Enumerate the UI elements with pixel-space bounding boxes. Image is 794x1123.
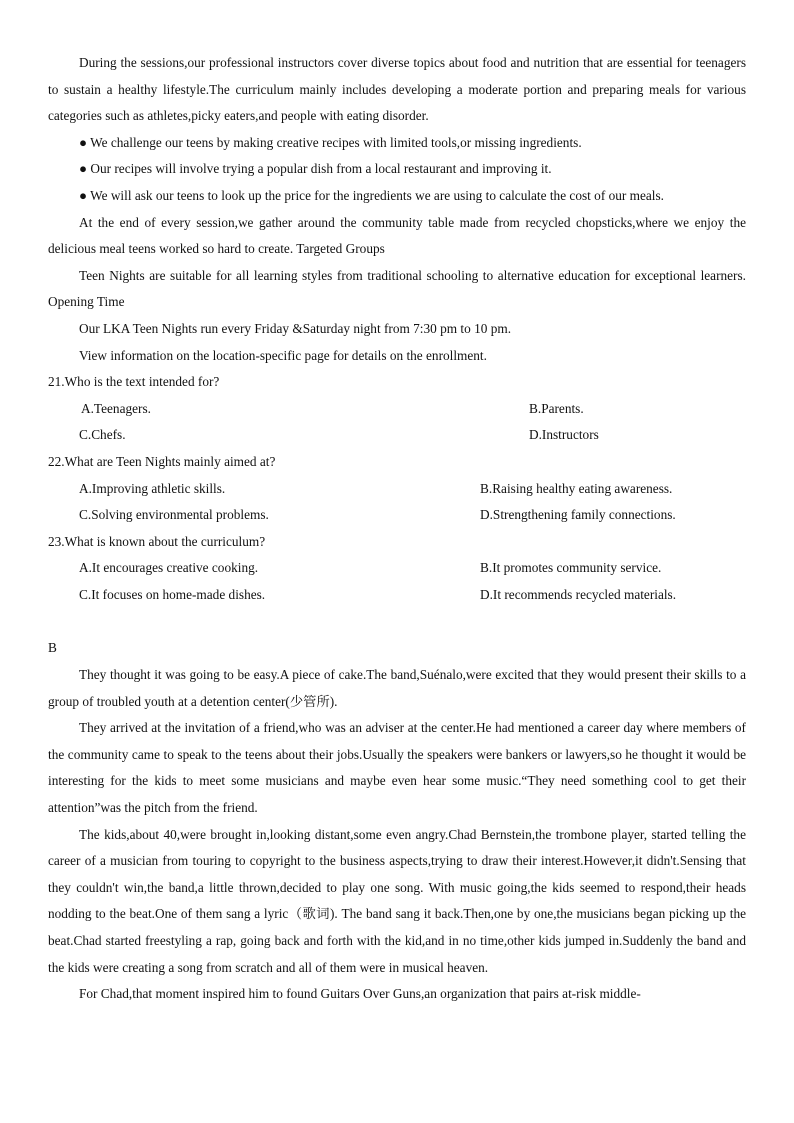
option-a: A.Teenagers.: [81, 400, 151, 416]
question-stem: 23.What is known about the curriculum?: [48, 533, 266, 549]
paragraph: Teen Nights are suitable for all learning styles from traditional schooling to alternative education for exceptional learners. Opening Time: [48, 267, 746, 310]
question-22: [48, 449, 746, 529]
option-row: [48, 422, 746, 449]
paragraph: They thought it was going to be easy.A piece of cake.The band,Suénalo,were excited that they would present their skills to a group of troubled youth at a detention center(少管所).: [48, 667, 746, 709]
question-stem: 22.What are Teen Nights mainly aimed at?: [48, 453, 276, 469]
option-b: B.Parents.: [529, 400, 584, 416]
option-a: A.It encourages creative cooking.: [79, 560, 259, 576]
paragraph: For Chad,that moment inspired him to found Guitars Over Guns,an organization that pairs at-risk middle-: [79, 986, 641, 1002]
option-d: D.It recommends recycled materials.: [480, 586, 677, 602]
bullet-item: ● We challenge our teens by making creative recipes with limited tools,or missing ingredients.: [79, 134, 582, 150]
document-page: [48, 50, 746, 1008]
option-row: [48, 396, 746, 423]
paragraph: During the sessions,our professional instructors cover diverse topics about food and nutrition that are essential for teenagers to sustain a healthy lifestyle.The curriculum mainly includes developing a moderate portion and preparing meals for various categories such as athletes,picky eaters,and people with eating disorder.: [48, 55, 746, 124]
paragraph: View information on the location-specific page for details on the enrollment.: [79, 347, 487, 363]
option-row: [48, 476, 746, 503]
paragraph: They arrived at the invitation of a friend,who was an adviser at the center.He had mentioned a career day where members of the community came to speak to the teens about their jobs.Usually the speakers were bankers or lawyers,so he thought it would be interesting for the kids to meet some musicians and maybe even hear some music.“They need something cool to get their attention”was the pitch from the friend.: [48, 720, 746, 816]
option-c: C.It focuses on home-made dishes.: [79, 586, 266, 602]
option-d: D.Instructors: [529, 427, 599, 443]
question-21: [48, 369, 746, 449]
bullet-item: ● We will ask our teens to look up the price for the ingredients we are using to calculate the cost of our meals.: [79, 187, 664, 203]
paragraph: Our LKA Teen Nights run every Friday &Saturday night from 7:30 pm to 10 pm.: [79, 320, 512, 336]
bullet-item: ● Our recipes will involve trying a popular dish from a local restaurant and improving it.: [79, 161, 552, 177]
option-d: D.Strengthening family connections.: [480, 507, 676, 523]
option-row: [48, 555, 746, 582]
section-heading: B: [48, 640, 57, 656]
option-a: A.Improving athletic skills.: [79, 480, 226, 496]
option-b: B.Raising healthy eating awareness.: [480, 480, 673, 496]
paragraph: At the end of every session,we gather around the community table made from recycled chopsticks,where we enjoy the delicious meal teens worked so hard to create. Targeted Groups: [48, 214, 746, 257]
option-row: [48, 582, 746, 609]
question-23: [48, 529, 746, 609]
option-c: C.Solving environmental problems.: [79, 507, 269, 523]
paragraph: The kids,about 40,were brought in,looking distant,some even angry.Chad Bernstein,the trombone player, started telling the career of a musician from touring to copyright to the business aspects,trying to draw their interest.However,it didn't.Sensing that they couldn't win,the band,a little thrown,decided to play one song. With music going,the kids seemed to respond,their heads nodding to the beat.One of them sang a lyric（歌词). The band sang it back.Then,one by one,the musicians began picking up the beat.Chad started freestyling a rap, going back and forth with the kid,and in no time,other kids jumped in.Suddenly the band and the kids were creating a song from scratch and all of them were in musical heaven.: [48, 826, 746, 975]
question-stem: 21.Who is the text intended for?: [48, 374, 220, 390]
option-b: B.It promotes community service.: [480, 560, 662, 576]
option-row: [48, 502, 746, 529]
option-c: C.Chefs.: [79, 427, 126, 443]
